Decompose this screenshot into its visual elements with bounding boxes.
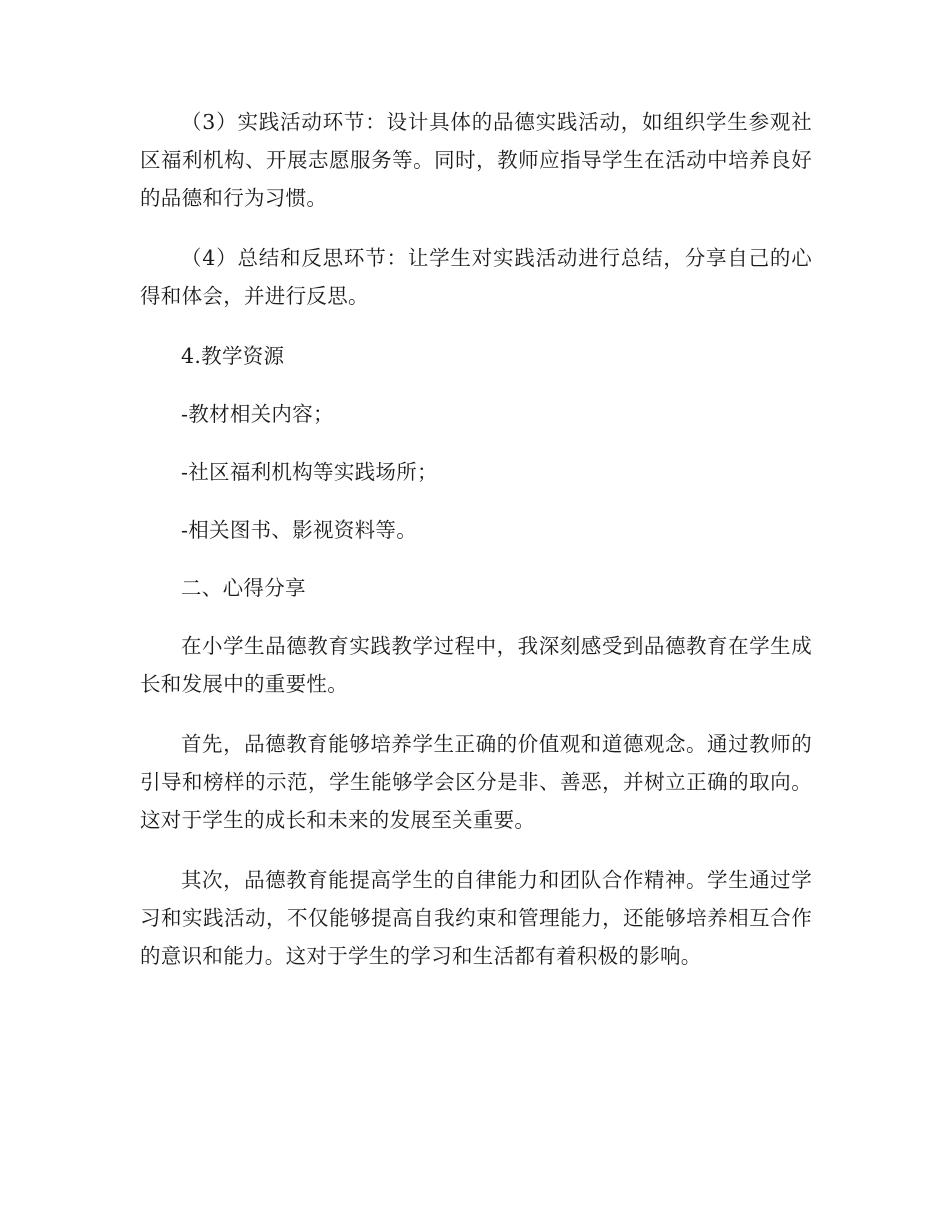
paragraph-practice-activity: （3）实践活动环节：设计具体的品德实践活动，如组织学生参观社区福利机构、开展志愿服务等。同时，教师应指导学生在活动中培养良好的品德和行为习惯。 <box>140 110 812 210</box>
paragraph-second-point: 其次，品德教育能提高学生的自律能力和团队合作精神。学生通过学习和实践活动，不仅能够提高自我约束和管理能力，还能够培养相互合作的意识和能力。这对于学生的学习和生活都有着积极的影响。 <box>140 868 812 968</box>
list-item-textbook: -教材相关内容； <box>181 402 334 426</box>
paragraph-summary-reflection: （4）总结和反思环节：让学生对实践活动进行总结，分享自己的心得和体会，并进行反思。 <box>140 246 812 308</box>
heading-teaching-resources: 4.教学资源 <box>181 344 285 368</box>
list-item-books-media: -相关图书、影视资料等。 <box>181 518 418 542</box>
document-body <box>140 103 812 997</box>
paragraph-intro: 在小学生品德教育实践教学过程中，我深刻感受到品德教育在学生成长和发展中的重要性。 <box>140 634 812 696</box>
heading-experience-sharing: 二、心得分享 <box>181 576 306 600</box>
paragraph-first-point: 首先，品德教育能够培养学生正确的价值观和道德观念。通过教师的引导和榜样的示范，学生能够学会区分是非、善恶，并树立正确的取向。这对于学生的成长和未来的发展至关重要。 <box>140 732 812 832</box>
list-item-practice-venues: -社区福利机构等实践场所； <box>181 460 438 484</box>
